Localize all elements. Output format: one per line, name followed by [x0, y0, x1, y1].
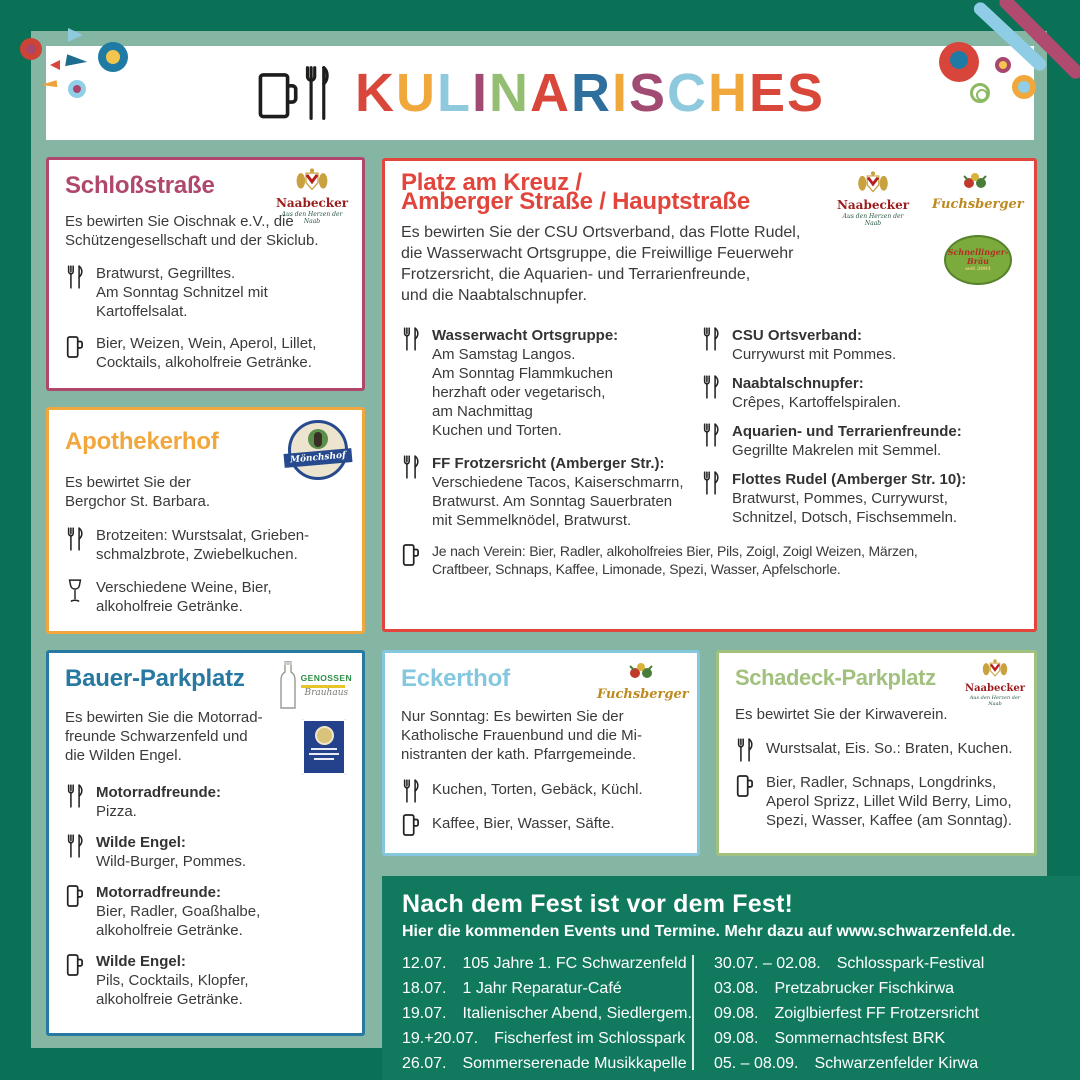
logo-tagline: Aus den Herzen der Naab: [969, 695, 1021, 707]
beer-mug-icon: [65, 883, 85, 909]
decor-circle: [68, 80, 86, 98]
brewery-logo-naabecker: [964, 659, 1026, 707]
text-line: Kartoffelsalat.: [96, 302, 188, 320]
text-line: Es bewirtet Sie der Kirwaverein.: [735, 706, 948, 724]
header-band: [46, 46, 1034, 140]
naabecker-crest-icon: [856, 171, 890, 194]
text-line: Bier, Radler, Goaßhalbe,: [96, 902, 261, 920]
fuchsberger-crest-icon: [960, 171, 990, 193]
decor-circle: [1012, 75, 1036, 99]
cutlery-icon: [65, 264, 85, 290]
text-line: Wild-Burger, Pommes.: [96, 852, 247, 870]
title-letter: E: [749, 63, 788, 123]
drinks-item: [65, 952, 346, 1009]
cutlery-icon: [735, 737, 755, 763]
text-line: Am Sonntag Flammkuchen: [432, 365, 613, 382]
title-letter: S: [787, 63, 826, 123]
cutlery-icon: [701, 422, 721, 448]
column-right: [701, 316, 1018, 530]
event-row: [402, 1026, 692, 1051]
beer-mug-icon: [65, 334, 85, 360]
decor-triangle: [50, 60, 60, 70]
event-row: [714, 1001, 984, 1026]
decor-circle: [939, 42, 979, 82]
vendor-label: Motorradfreunde:: [96, 783, 221, 801]
title-letter: C: [667, 63, 708, 123]
card-eckerthof: [382, 650, 700, 856]
text-line: Verschiedene Tacos, Kaiserschmarrn,: [432, 474, 684, 491]
title-letter: K: [354, 63, 396, 123]
logo-label: Schnellinger-Bräu: [947, 246, 1009, 266]
food-item: [65, 264, 346, 321]
text-line: Katholische Frauenbund und die Mi-: [401, 726, 642, 744]
logo-label: Naabecker: [964, 683, 1026, 694]
brewery-logo-naabecker: [836, 171, 910, 227]
text-line: Es bewirten Sie der CSU Ortsverband, das Flotte Rudel,: [401, 224, 801, 241]
event-label: 1 Jahr Reparatur-Café: [462, 980, 622, 997]
naabecker-crest-icon: [294, 168, 330, 192]
card-platz-am-kreuz: [382, 158, 1037, 632]
card-schadeck-parkplatz: [716, 650, 1037, 856]
card-title: Schloßstraße: [65, 172, 215, 199]
logo-text-bar: [311, 748, 337, 750]
text-line: alkoholfreie Getränke.: [96, 597, 243, 615]
text-line: Am Samstag Langos.: [432, 346, 576, 363]
vendor-label: Aquarien- und Terrarienfreunde:: [732, 423, 962, 440]
logo-text-bar: [314, 758, 334, 760]
event-label: Sommernachtsfest BRK: [774, 1030, 946, 1047]
text-line: Wurstsalat, Eis. So.: Braten, Kuchen.: [766, 740, 1013, 758]
bottle-icon: [280, 661, 296, 709]
text-line: Brotzeiten: Wurstsalat, Grieben-: [96, 526, 310, 544]
card-apothekerhof: [46, 407, 365, 634]
food-item: [401, 326, 701, 440]
text-line: Currywurst mit Pommes.: [732, 346, 897, 363]
page-title: [354, 63, 826, 123]
text-line: freunde Schwarzenfeld und: [65, 727, 248, 745]
text-line: Verschiedene Weine, Bier,: [96, 578, 272, 596]
text-line: Bier, Radler, Schnaps, Longdrinks,: [766, 774, 997, 792]
drinks-item: [401, 812, 681, 838]
cutlery-icon: [65, 833, 85, 859]
text-line: am Nachmittag: [432, 403, 533, 420]
text-line: Aperol Sprizz, Lillet Wild Berry, Limo,: [766, 793, 1012, 811]
text-line: Es bewirten Sie Oischnak e.V., die: [65, 212, 294, 230]
brewery-logo-moenchshof: [288, 420, 348, 480]
event-label: Zoiglbierfest FF Frotzersricht: [774, 1005, 979, 1022]
card-schlossstrasse: [46, 157, 365, 391]
text-line: alkoholfreie Getränke.: [96, 921, 243, 939]
card-title: Eckerthof: [401, 665, 510, 692]
brewery-logo-genossen-brauhaus: [280, 661, 352, 709]
logo-label: Mönchshof: [284, 448, 353, 468]
event-label: Schlosspark-Festival: [836, 955, 985, 972]
decor-circle-inner: [1018, 81, 1030, 93]
event-row: [402, 1001, 692, 1026]
event-label: 105 Jahre 1. FC Schwarzenfeld: [462, 955, 687, 972]
logo-text-block: [301, 673, 352, 698]
food-item: [65, 783, 346, 821]
card-bauer-parkplatz: [46, 650, 365, 1036]
food-item: [701, 374, 1018, 412]
event-label: Italienischer Abend, Siedlergem.: [462, 1005, 692, 1022]
naabecker-crest-icon: [981, 659, 1009, 678]
drinks-item: [65, 883, 346, 940]
food-item: [701, 470, 1018, 527]
card-columns: [401, 316, 1018, 530]
title-letter: I: [611, 63, 629, 123]
text-line: Kuchen und Torten.: [432, 422, 562, 439]
food-item: [401, 454, 701, 530]
events-heading: Nach dem Fest ist vor dem Fest!: [402, 890, 794, 918]
logo-sublabel: Brauhaus: [304, 687, 349, 698]
text-line: Bratwurst. Am Sonntag Sauerbraten: [432, 493, 673, 510]
brewery-logo-naabecker: [274, 168, 350, 225]
vendor-label: Naabtalschnupfer:: [732, 375, 864, 392]
logo-label: GENOSSEN: [300, 672, 352, 683]
event-row: [714, 1051, 984, 1076]
text-line: herzhaft oder vegetarisch,: [432, 384, 606, 401]
events-column-right: [694, 951, 984, 1076]
logo-label: Naabecker: [836, 198, 910, 212]
text-line: schmalzbrote, Zwiebelkuchen.: [96, 545, 298, 563]
text-line: und die Naabtalschnupfer.: [401, 287, 587, 304]
title-letter: S: [628, 63, 667, 123]
crest-emblem-icon: [315, 726, 334, 745]
text-line: Es bewirtet Sie der: [65, 473, 191, 491]
text-line: alkoholfreie Getränke.: [96, 990, 243, 1008]
brewery-logo-fuchsberger: [597, 661, 689, 702]
food-item: [701, 422, 1018, 460]
decor-triangle: [68, 28, 83, 42]
events-section: [382, 876, 1080, 1080]
text-line: Crêpes, Kartoffelspiralen.: [732, 394, 901, 411]
decor-ring: [970, 83, 990, 103]
decor-circle-inner: [73, 85, 81, 93]
text-line: Bratwurst, Pommes, Currywurst,: [732, 490, 948, 507]
card-title: Bauer-Parkplatz: [65, 665, 245, 692]
logo-label: Fuchsberger: [597, 687, 689, 702]
text-line: Am Sonntag Schnitzel mit: [96, 283, 268, 301]
text-line: Je nach Verein: Bier, Radler, alkoholfreies Bier, Pils, Zoigl, Zoigl Weizen, Märzen,: [432, 543, 918, 559]
title-letter: I: [471, 63, 489, 123]
cutlery-icon: [701, 374, 721, 400]
vendor-label: Flottes Rudel (Amberger Str. 10):: [732, 471, 967, 488]
vendor-label: CSU Ortsverband:: [732, 327, 863, 344]
decor-ring-inner: [976, 89, 988, 101]
drinks-item: [735, 773, 1018, 830]
decor-circle: [995, 57, 1011, 73]
event-date: 18.07.: [402, 980, 447, 997]
text-line: Es bewirten Sie die Motorrad-: [65, 708, 263, 726]
card-intro: [401, 222, 1018, 306]
drinks-item: [65, 578, 346, 616]
text-line: Cocktails, alkoholfreie Getränke.: [96, 353, 312, 371]
logo-tagline: Aus den Herzen der Naab: [281, 211, 343, 226]
decor-circle-inner: [26, 44, 36, 54]
text-line: Bier, Weizen, Wein, Aperol, Lillet,: [96, 334, 317, 352]
food-item: [401, 778, 681, 804]
decor-circle-inner: [999, 61, 1007, 69]
decor-circle: [98, 42, 128, 72]
event-date: 26.07.: [402, 1055, 447, 1072]
event-label: Fischerfest im Schlosspark: [494, 1030, 686, 1047]
event-row: [714, 1026, 984, 1051]
cutlery-icon: [401, 326, 421, 352]
beer-mug-icon: [65, 952, 85, 978]
brewery-logo-schnellinger: [944, 235, 1012, 285]
text-line: Kuchen, Torten, Gebäck, Küchl.: [432, 780, 643, 798]
text-line: Schützengesellschaft und der Skiclub.: [65, 231, 319, 249]
text-line: nistranten der kath. Pfarrgemeinde.: [401, 745, 637, 763]
event-date: 19.07.: [402, 1005, 447, 1022]
text-line: Craftbeer, Schnaps, Kaffee, Limonade, Spezi, Wasser, Apfelschorle.: [432, 561, 841, 577]
cutlery-icon: [701, 470, 721, 496]
food-item: [701, 326, 1018, 364]
text-line: Nur Sonntag: Es bewirten Sie der: [401, 707, 624, 725]
event-label: Sommerserenade Musikkapelle: [462, 1055, 687, 1072]
event-date: 30.07. – 02.08.: [713, 955, 821, 972]
cutlery-icon: [65, 526, 85, 552]
logo-group: [836, 171, 1024, 228]
vendor-label: Motorradfreunde:: [96, 883, 221, 901]
cutlery-icon: [401, 778, 421, 804]
event-date: 19.+20.07.: [402, 1030, 479, 1047]
card-intro: [401, 707, 681, 764]
event-row: [714, 951, 984, 976]
event-date: 12.07.: [402, 955, 447, 972]
event-row: [402, 1051, 692, 1076]
events-columns: [402, 951, 1080, 1076]
cutlery-icon: [701, 326, 721, 352]
card-intro: [65, 473, 346, 511]
cutlery-icon: [65, 783, 85, 809]
title-letter: U: [395, 63, 437, 123]
event-date: 09.08.: [713, 1030, 759, 1047]
event-row: [402, 976, 692, 1001]
logo-text-bar: [309, 753, 339, 755]
food-item: [65, 526, 346, 564]
text-line: mit Semmelknödel, Bratwurst.: [432, 512, 632, 529]
food-item: [65, 833, 346, 871]
column-left: [401, 316, 701, 530]
event-date: 03.08.: [713, 980, 759, 997]
monk-icon: [314, 432, 322, 447]
title-letter: L: [436, 63, 472, 123]
events-column-left: [402, 951, 692, 1076]
event-date: 09.08.: [713, 1005, 759, 1022]
decor-circle-inner: [950, 51, 968, 69]
vendor-label: Wilde Engel:: [96, 952, 186, 970]
text-line: die Wasserwacht Ortsgruppe, die Freiwillige Feuerwehr: [401, 245, 794, 262]
text-line: Gegrillte Makrelen mit Semmel.: [732, 442, 942, 459]
blue-crest-logo: [302, 719, 346, 775]
event-label: Schwarzenfelder Kirwa: [814, 1055, 979, 1072]
food-item: [735, 737, 1018, 763]
beer-mug-icon: [735, 773, 755, 799]
logo-tagline: Aus den Herzen der Naab: [842, 213, 904, 228]
text-line: Bratwurst, Gegrilltes.: [96, 264, 236, 282]
event-date: 05. – 08.09.: [713, 1055, 799, 1072]
decor-circle: [20, 38, 42, 60]
event-label: Pretzabrucker Fischkirwa: [774, 980, 955, 997]
cutlery-icon: [401, 454, 421, 480]
vendor-label: FF Frotzersricht (Amberger Str.):: [432, 455, 665, 472]
card-title: Apothekerhof: [65, 428, 219, 455]
text-line: Platz am Kreuz /: [401, 169, 582, 196]
text-line: Kaffee, Bier, Wasser, Säfte.: [432, 814, 615, 832]
title-letter: H: [708, 63, 749, 123]
beer-mug-icon: [401, 812, 421, 838]
text-line: Pils, Cocktails, Klopfer,: [96, 971, 249, 989]
drinks-item: [401, 542, 1018, 578]
event-row: [402, 951, 692, 976]
event-row: [714, 976, 984, 1001]
card-title: Schadeck-Parkplatz: [735, 665, 936, 690]
wine-glass-icon: [65, 578, 85, 604]
vendor-label: Wasserwacht Ortsgruppe:: [432, 327, 619, 344]
events-subheading: Hier die kommenden Events und Termine. Mehr dazu auf www.schwarzenfeld.de.: [402, 923, 1016, 940]
vendor-label: Wilde Engel:: [96, 833, 186, 851]
text-line: die Wilden Engel.: [65, 746, 182, 764]
title-letter: R: [570, 63, 612, 123]
text-line: Frotzersricht, die Aquarien- und Terrarienfreunde,: [401, 266, 751, 283]
card-intro: [735, 705, 1018, 724]
text-line: Bergchor St. Barbara.: [65, 492, 211, 510]
title-letter: A: [529, 63, 571, 123]
logo-label: Fuchsberger: [932, 197, 1024, 212]
text-line: Schnitzel, Dotsch, Fischsemmeln.: [732, 509, 958, 526]
text-line: Amberger Straße / Hauptstraße: [401, 188, 750, 215]
brewery-logo-fuchsberger: [932, 171, 1024, 227]
fuchsberger-crest-icon: [626, 661, 656, 683]
text-line: Pizza.: [96, 802, 137, 820]
decor-circle-inner: [106, 50, 120, 64]
logo-label: Naabecker: [275, 196, 349, 210]
beer-and-cutlery-icon: [255, 63, 331, 123]
text-line: Spezi, Wasser, Kaffee (am Sonntag).: [766, 812, 1012, 830]
title-letter: N: [488, 63, 530, 123]
beer-mug-icon: [401, 542, 421, 568]
drinks-item: [65, 334, 346, 372]
logo-tagline: seit 2001: [965, 266, 991, 273]
